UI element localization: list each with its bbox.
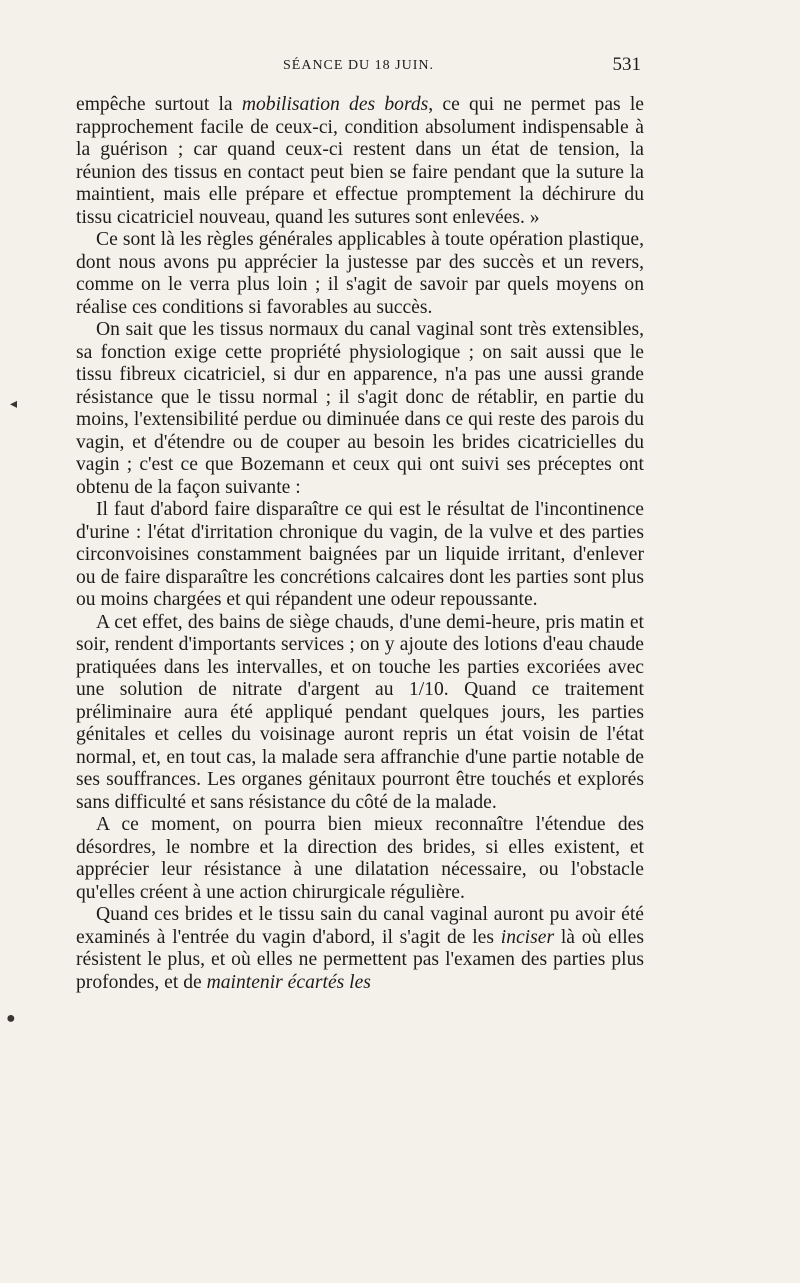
paragraph bbox=[76, 94, 644, 229]
text-run: , ce qui ne permet pas le rapprochement facile de ceux-ci, condition absolument indispensable à la guérison ; car quand ceux-ci restent dans un état de tension, la réunion des tissus en contact peut bien se faire pendant que la suture la maintient, mais elle prépare et effectue promptement la déchirure du tissu cicatriciel nouveau, quand les sutures sont enlevées. » bbox=[76, 94, 645, 228]
paragraph bbox=[76, 612, 644, 815]
page-number: 531 bbox=[612, 54, 641, 75]
paragraph bbox=[76, 319, 644, 499]
body-text bbox=[76, 94, 644, 994]
margin-mark-dot: ● bbox=[6, 1010, 16, 1027]
running-title: SÉANCE DU 18 JUIN. bbox=[283, 58, 434, 73]
paragraph bbox=[76, 814, 644, 904]
paragraph bbox=[76, 499, 644, 612]
paragraph bbox=[76, 904, 644, 994]
italic-run: mobilisation des bords bbox=[241, 94, 429, 115]
text-run: empêche surtout la bbox=[76, 94, 242, 115]
page-header bbox=[76, 54, 641, 82]
italic-run: maintenir écartés les bbox=[206, 971, 371, 993]
paragraph bbox=[76, 229, 644, 319]
text-run: On sait que les tissus normaux du canal vaginal sont très extensibles, sa fonction exige cette propriété physiologique ; on sait aussi que le tissu fibreux cicatriciel, si dur en apparence, n'a pas une aussi grande résistance que le tissu normal ; il s'agit donc de rétablir, en partie du moins, l'extensibilité perdue ou diminuée dans ce qui reste des parois du vagin, et d'étendre ou de couper au besoin les brides cicatricielles du vagin ; c'est ce que Bozemann et ceux qui ont suivi ses préceptes ont obtenu de la façon suivante : bbox=[76, 319, 644, 498]
text-run: Il faut d'abord faire disparaître ce qui est le résultat de l'incontinence d'urine : l'état d'irritation chronique du vagin, de la vulve et des parties circonvoisines constamment baignées par un liquide irritant, d'enlever ou de faire disparaître les concrétions calcaires dont les parties sont plus ou moins chargées et qui répandent une odeur repoussante. bbox=[76, 499, 644, 610]
margin-mark-arrow: ◂ bbox=[10, 397, 18, 412]
text-run: A cet effet, des bains de siège chauds, d'une demi-heure, pris matin et soir, rendent d'importants services ; on y ajoute des lotions d'eau chaude pratiquées dans les intervalles, et on touche les parties excoriées avec une solution de nitrate d'argent au 1/10. Quand ce traitement préliminaire aura été appliqué pendant quelques jours, les parties génitales et celles du voisinage auront repris un état voisin de l'état normal, et, en tout cas, la malade sera affranchie d'une partie notable de ses souffrances. Les organes génitaux pourront être touchés et explorés sans difficulté et sans résistance du côté de la malade. bbox=[76, 611, 644, 813]
text-run: A ce moment, on pourra bien mieux reconnaître l'étendue des désordres, le nombre et la direction des brides, si elles existent, et apprécier leur résistance à une dilatation nécessaire, ou l'obstacle qu'elles créent à une action chirurgicale régulière. bbox=[76, 814, 644, 903]
italic-run: inciser bbox=[500, 926, 555, 948]
text-run: Quand ces brides et le tissu sain du canal vaginal auront pu avoir été examinés à l'entrée du vagin d'abord, il s'agit de les bbox=[76, 904, 644, 948]
text-run: là où elles résistent le plus, et où elles ne permettent pas l'examen des parties plus profondes, et de bbox=[76, 926, 644, 993]
text-run: Ce sont là les règles générales applicables à toute opération plastique, dont nous avons pu apprécier la justesse par des succès et un revers, comme on le verra plus loin ; il s'agit de savoir par quels moyens on réalise ces conditions si favorables au succès. bbox=[76, 229, 644, 318]
